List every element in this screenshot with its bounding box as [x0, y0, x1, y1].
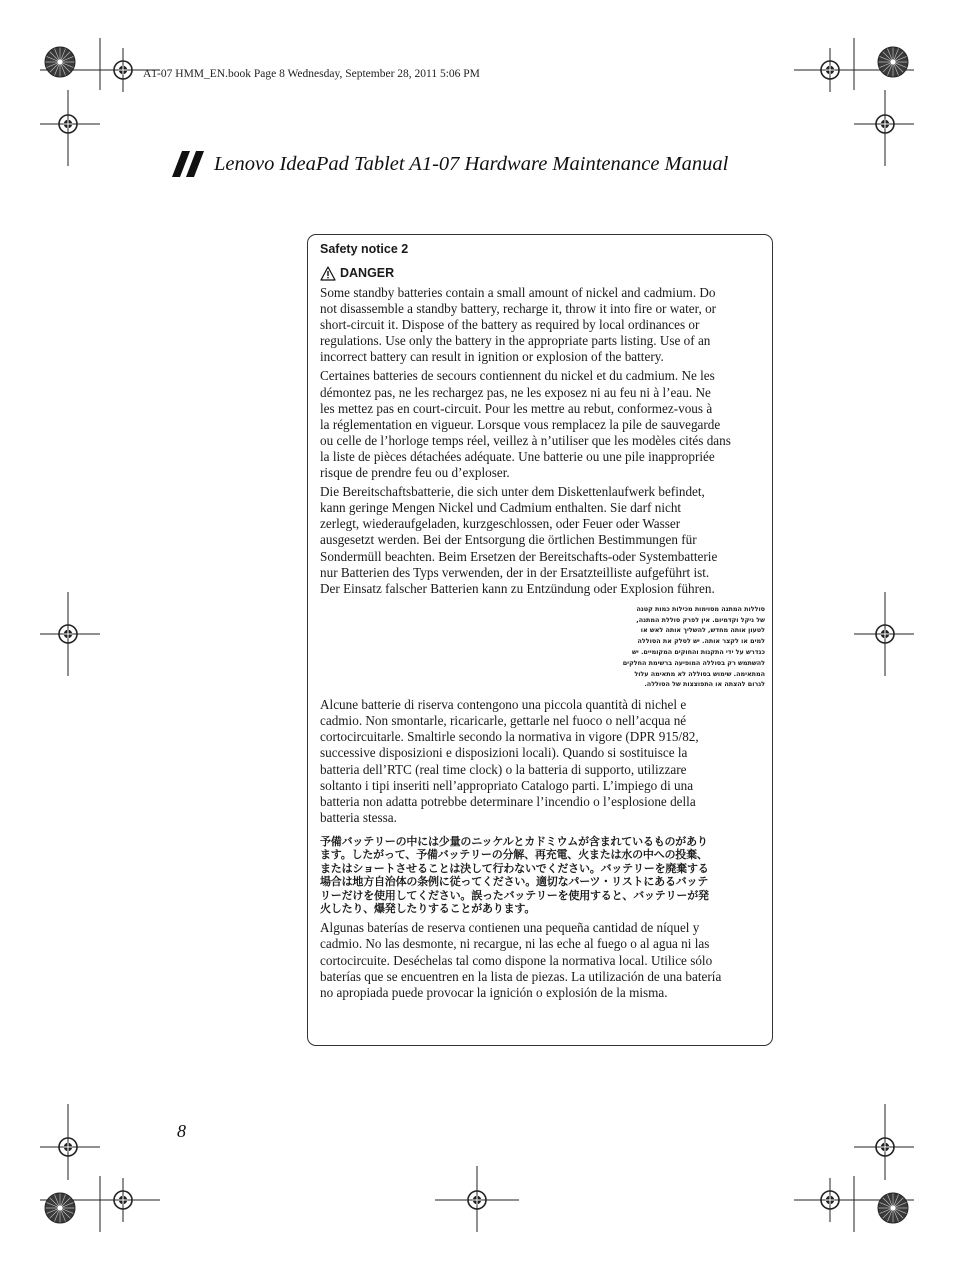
notice-paragraph-spanish: Algunas baterías de reserva contienen una pequeña cantidad de níquel y cadmio. No las desmonte, ni recargue, ni las eche al fuego o al agua ni las cortocircuite. Deséchelas tal como dispone la normativa local. Utilice sólo baterías que se encuentren en la lista de piezas. La utilización de una batería no apropiada puede provocar la ignición o explosión de la misma.: [320, 920, 722, 1000]
warning-triangle-icon: [320, 266, 336, 281]
notice-paragraph-german: Die Bereitschaftsbatterie, die sich unter dem Diskettenlaufwerk befindet, kann geringe Mengen Nickel und Cadmium enthalten. Sie darf nicht zerlegt, wiederaufgeladen, kurzgeschlossen, oder Feuer oder Wasser ausgesetzt werden. Bei der Entsorgung die örtlichen Bestimmungen für Sondermüll beachten. Beim Ersetzen der Bereitschafts-oder Systembatterie nur Batterien des Typs verwenden, der in der Ersatzteilliste aufgeführt ist. Der Einsatz falscher Batterien kann zu Entzündung oder Explosion führen.: [320, 484, 718, 596]
safety-notice-content: [320, 241, 765, 1004]
print-header: A1-07 HMM_EN.book Page 8 Wednesday, September 28, 2011 5:06 PM: [143, 68, 480, 80]
danger-heading: [320, 265, 765, 281]
notice-paragraph-hebrew: סוללות המתנה מסוימות מכילות כמות קטנה של ניקל וקדמיום. אין לפרק סוללת המתנה, לטעון אותה מחדש, להשליך אותה לאש או למים או לקצר אותה. יש לסלק את הסוללה כנדרש על ידי התקנות והחוקים המקומיים. יש להשתמש רק בסוללה המופיעה ברשימת החלקים המתאימה. שימוש בסוללה לא מתאימה עלול לגרום להצתה או התפוצצות של הסוללה.: [622, 604, 765, 689]
notice-paragraph-japanese: 予備バッテリーの中には少量のニッケルとカドミウムが含まれているものがあり ます。したがって、予備バッテリーの分解、再充電、火または水の中への投棄、 またはショートさせることは決して行わないでください。バッテリーを廃棄する 場合は地方自治体の条例に従ってください。適切なパーツ・リストにあるバッテ リーだけを使用してください。誤ったバッテリーを使用すると、バッテリーが発 火したり、爆発したりすることがあります。: [320, 834, 709, 915]
manual-title: Lenovo IdeaPad Tablet A1-07 Hardware Maintenance Manual: [214, 152, 729, 175]
safety-notice-box: [307, 234, 773, 1046]
notice-paragraph-french: Certaines batteries de secours contiennent du nickel et du cadmium. Ne les démontez pas, ne les rechargez pas, ne les exposez ni au feu ni à l’eau. Ne les mettez pas en court-circuit. Pour les mettre au rebut, conformez-vous à la réglementation en vigueur. Lorsque vous remplacez la pile de sauvegarde ou celle de l’horloge temps réel, veillez à n’utiliser que les modèles cités dans la liste de pièces détachées adéquate. Une batterie ou une pile inappropriée risque de prendre feu ou d’exploser.: [320, 368, 731, 481]
notice-paragraph-english: Some standby batteries contain a small amount of nickel and cadmium. Do not disassemble a standby battery, recharge it, throw it into fire or water, or short-circuit it. Dispose of the battery as required by local ordinances or regulations. Use only the battery in the appropriate parts listing. Use of an incorrect battery can result in ignition or explosion of the battery.: [320, 285, 717, 365]
page-number: 8: [177, 1121, 186, 1141]
danger-label: DANGER: [340, 266, 395, 280]
manual-title-row: [172, 150, 728, 178]
safety-notice-title: Safety notice 2: [320, 242, 409, 256]
title-slash-icon: [172, 151, 206, 177]
notice-paragraph-italian: Alcune batterie di riserva contengono una piccola quantità di nichel e cadmio. Non smontarle, ricaricarle, gettarle nel fuoco o nell’acqua né cortocircuitarle. Smaltirle secondo la normativa in vigore (DPR 915/82, successive disposizioni e disposizioni locali). Quando si sostituisce la batteria dell’RTC (real time clock) o la batteria di supporto, utilizzare soltanto i tipi inseriti nell’appropriato Catalogo parti. L’impiego di una batteria non adatta potrebbe determinare l’incendio o l’esplosione della batteria stessa.: [320, 697, 699, 825]
